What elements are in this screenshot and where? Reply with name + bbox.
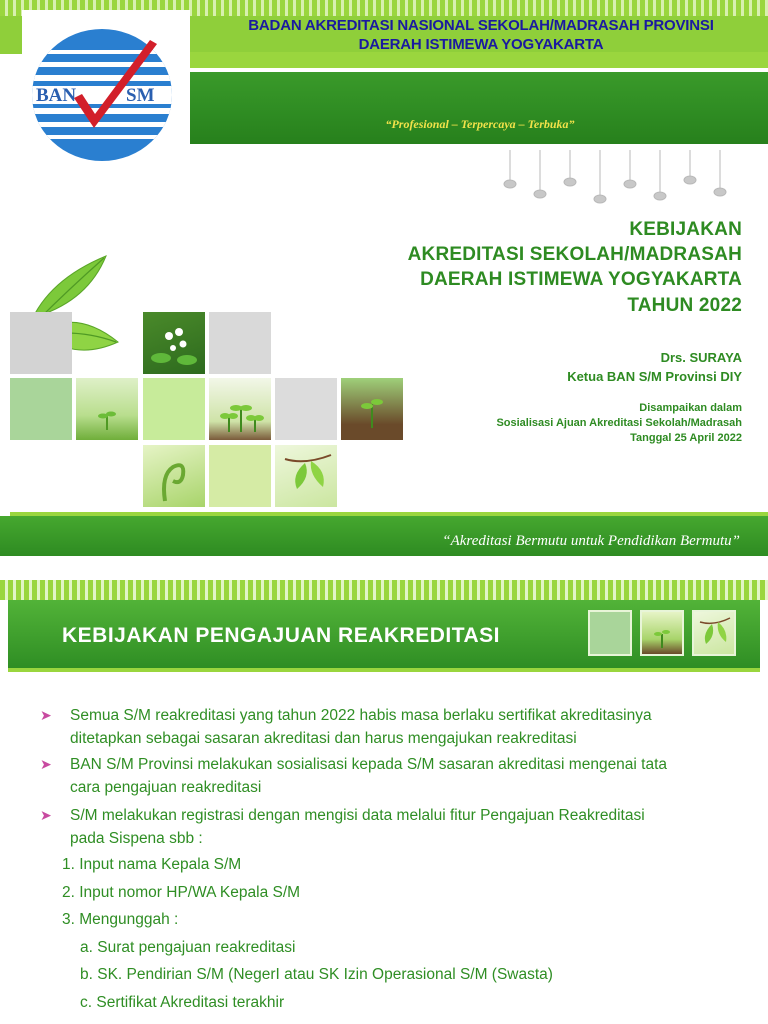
- upload-item: a. Surat pengajuan reakreditasi: [80, 939, 296, 956]
- arrow-bullet-icon: ➤: [40, 807, 52, 823]
- slide2-title: KEBIJAKAN PENGAJUAN REAKREDITASI: [62, 624, 500, 647]
- gray-tile: [275, 378, 337, 440]
- hanging-leaves-decoration: [500, 150, 750, 210]
- header-light-band: [190, 52, 768, 68]
- bullet-text: BAN S/M Provinsi melakukan sosialisasi kepada S/M sasaran akreditasi mengenai tata: [70, 756, 668, 773]
- logo-text-ban: BAN: [36, 85, 77, 106]
- delivered-line-1: Disampaikan dalam: [639, 402, 742, 414]
- gray-tile: [10, 312, 72, 374]
- sprout-field-photo: [76, 378, 138, 440]
- delivered-line-3: Tanggal 25 April 2022: [630, 432, 742, 444]
- curled-sprout-photo: [143, 445, 205, 507]
- sprout-photo: [640, 610, 684, 656]
- logo-text-sm: SM: [126, 85, 155, 106]
- step-item: 3. Mengunggah :: [62, 911, 179, 928]
- org-name-line2: DAERAH ISTIMEWA YOGYAKARTA: [358, 36, 604, 53]
- bullet-text: Semua S/M reakreditasi yang tahun 2022 habis masa berlaku sertifikat akreditasinya: [70, 707, 652, 724]
- policy-slide: [0, 580, 768, 1024]
- slide2-band-accent: [8, 668, 760, 672]
- step-item: 1. Input nama Kepala S/M: [62, 856, 242, 873]
- seedlings-photo: [209, 378, 271, 440]
- leaf-twig-photo: [692, 610, 736, 656]
- upload-item: b. SK. Pendirian S/M (NegerI atau SK Izin Operasional S/M (Swasta): [80, 966, 553, 983]
- bullet-text: ditetapkan sebagai sasaran akreditasi dan harus mengajukan reakreditasi: [70, 730, 577, 747]
- green-tile: [588, 610, 632, 656]
- motto: “Profesional – Terpercaya – Terbuka”: [385, 117, 575, 131]
- footer-quote: “Akreditasi Bermutu untuk Pendidikan Bermutu”: [442, 533, 740, 549]
- gray-tile: [209, 312, 271, 374]
- title-line-3: DAERAH ISTIMEWA YOGYAKARTA: [420, 269, 742, 290]
- arrow-bullet-icon: ➤: [40, 707, 52, 723]
- delivered-line-2: Sosialisasi Ajuan Akreditasi Sekolah/Madrasah: [496, 417, 742, 429]
- title-line-2: AKREDITASI SEKOLAH/MADRASAH: [407, 244, 742, 265]
- light-green-tile: [143, 378, 205, 440]
- bullet-text: S/M melakukan registrasi dengan mengisi data melalui fitur Pengajuan Reakreditasi: [70, 807, 645, 824]
- presenter-name: Drs. SURAYA: [660, 350, 742, 365]
- arrow-bullet-icon: ➤: [40, 756, 52, 772]
- step-item: 2. Input nomor HP/WA Kepala S/M: [62, 884, 301, 901]
- presenter-role: Ketua BAN S/M Provinsi DIY: [567, 369, 742, 384]
- ban-sm-logo: [22, 10, 190, 172]
- header-dark-band: [190, 72, 768, 144]
- bullet-text: pada Sispena sbb :: [70, 830, 203, 847]
- white-flowers-photo: [143, 312, 205, 374]
- slide2-stripe: [0, 580, 768, 600]
- soil-sprout-photo: [341, 378, 403, 440]
- org-name-line1: BADAN AKREDITASI NASIONAL SEKOLAH/MADRASAH PROVINSI: [248, 17, 714, 34]
- leaf-twig-photo: [275, 445, 337, 507]
- title-line-4: TAHUN 2022: [627, 295, 742, 316]
- title-line-1: KEBIJAKAN: [629, 219, 742, 240]
- upload-item: c. Sertifikat Akreditasi terakhir: [80, 994, 285, 1011]
- green-tile: [10, 378, 72, 440]
- pale-green-tile: [209, 445, 271, 507]
- bullet-text: cara pengajuan reakreditasi: [70, 779, 262, 796]
